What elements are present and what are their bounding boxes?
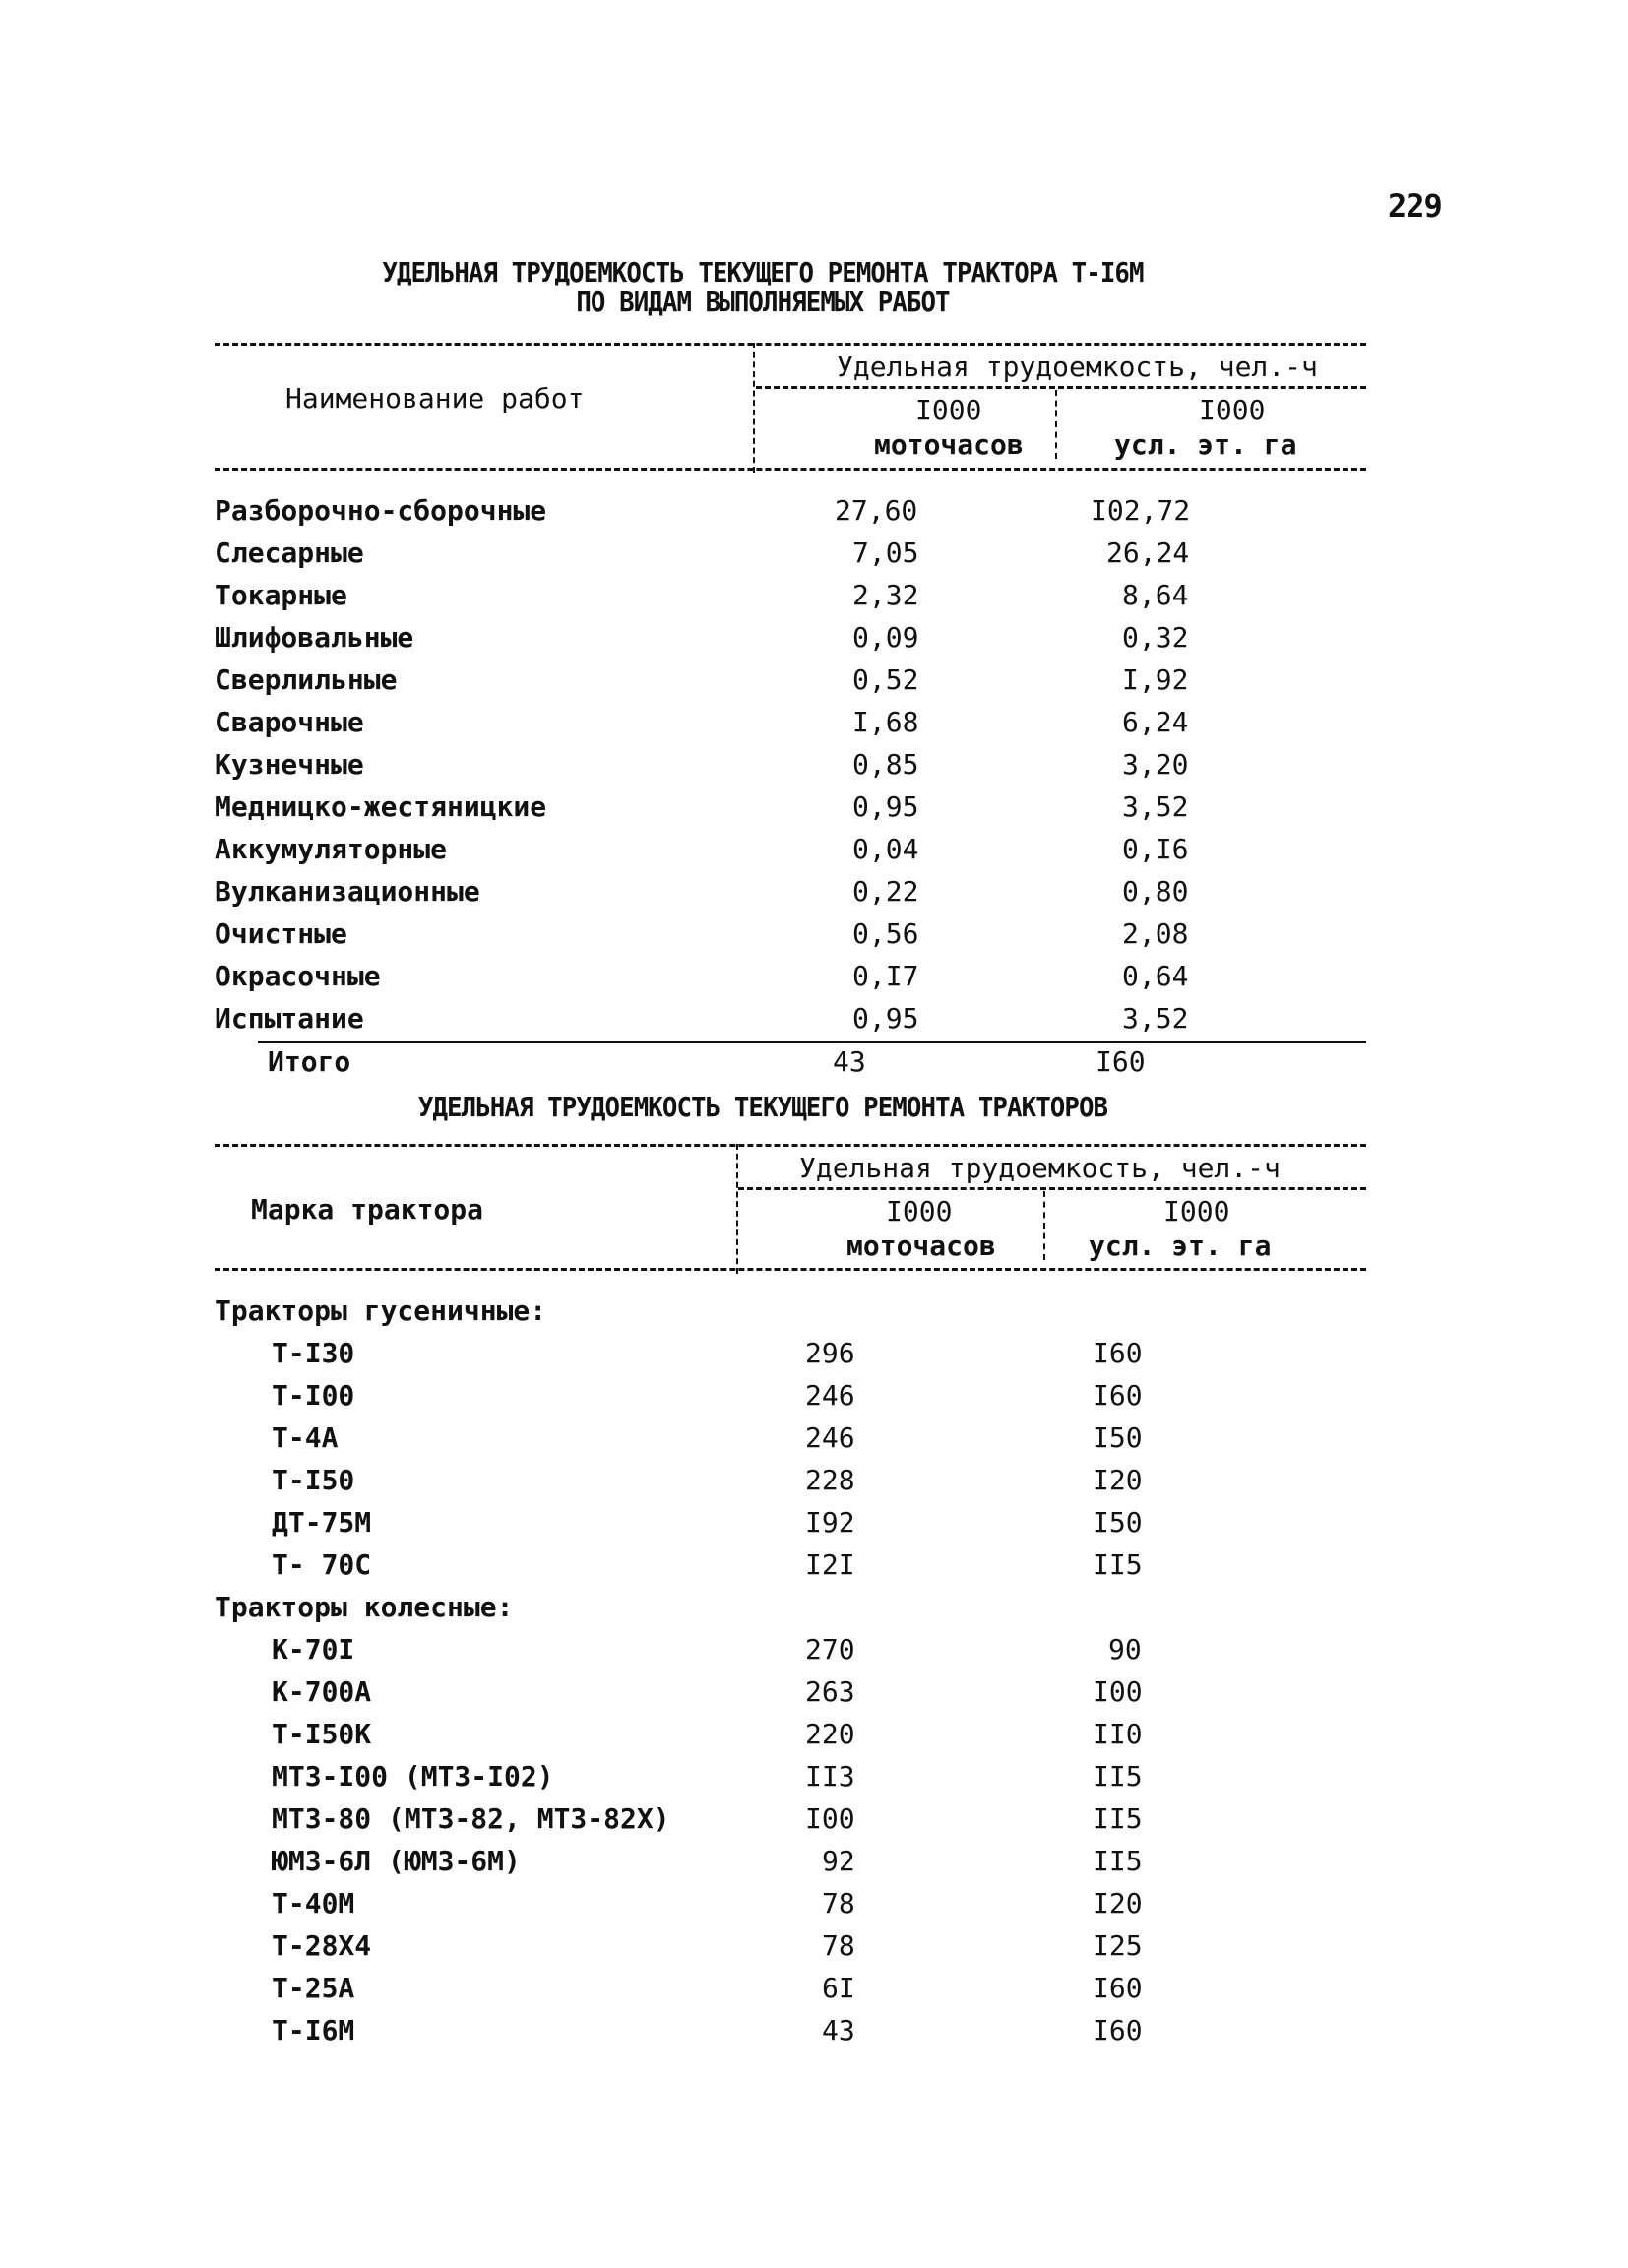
total-per-1000-ha: I60 bbox=[1096, 1045, 1146, 1078]
table-row bbox=[215, 1421, 1366, 1464]
value-per-1000-motor-hours: I2I bbox=[805, 1548, 855, 1581]
group-label-text: Тракторы колесные: bbox=[215, 1591, 514, 1623]
value-per-1000-ha: 2,08 bbox=[1122, 917, 1189, 950]
table1-title-line2: ПО ВИДАМ ВЫПОЛНЯЕМЫХ РАБОТ bbox=[576, 285, 950, 318]
table-row bbox=[215, 748, 1366, 790]
table1-title-line1: УДЕЛЬНАЯ ТРУДОЕМКОСТЬ ТЕКУЩЕГО РЕМОНТА ТРАКТОРА Т-I6М bbox=[382, 256, 1144, 288]
work-name: Аккумуляторные bbox=[215, 833, 448, 865]
tractor-model: Т-4А bbox=[272, 1421, 339, 1454]
table-row bbox=[215, 960, 1366, 1002]
table2-top-rule bbox=[215, 1144, 1366, 1147]
table-row bbox=[215, 1929, 1366, 1972]
value-per-1000-motor-hours: 0,04 bbox=[852, 833, 919, 865]
tractor-model: ДТ-75М bbox=[272, 1506, 372, 1539]
value-per-1000-motor-hours: 246 bbox=[805, 1421, 855, 1454]
group-label-text: Тракторы гусеничные: bbox=[215, 1294, 547, 1327]
table-row bbox=[215, 706, 1366, 748]
table2-col1-header-line1: I000 bbox=[886, 1195, 953, 1228]
value-per-1000-motor-hours: I92 bbox=[805, 1506, 855, 1539]
value-per-1000-motor-hours: 0,56 bbox=[852, 917, 919, 950]
value-per-1000-ha: 6,24 bbox=[1122, 706, 1189, 738]
value-per-1000-ha: 3,20 bbox=[1122, 748, 1189, 781]
value-per-1000-ha: 0,32 bbox=[1122, 621, 1189, 654]
tractor-model: Т-40М bbox=[272, 1887, 355, 1920]
value-per-1000-ha: I60 bbox=[1093, 2014, 1143, 2047]
page-number: 229 bbox=[1388, 187, 1442, 224]
value-per-1000-ha: 26,24 bbox=[1106, 536, 1190, 569]
work-name: Разборочно-сборочные bbox=[215, 494, 547, 527]
value-per-1000-ha: I20 bbox=[1093, 1464, 1143, 1496]
tractor-model: Т-28Х4 bbox=[272, 1929, 372, 1962]
tractor-model: Т-I50К bbox=[272, 1718, 372, 1750]
value-per-1000-ha: II5 bbox=[1093, 1845, 1143, 1877]
value-per-1000-ha: 3,52 bbox=[1122, 1002, 1189, 1035]
value-per-1000-ha: I60 bbox=[1093, 1337, 1143, 1369]
work-name: Сверлильные bbox=[215, 663, 398, 696]
table-row bbox=[215, 833, 1366, 875]
value-per-1000-motor-hours: 92 bbox=[822, 1845, 855, 1877]
table-row bbox=[215, 1633, 1366, 1675]
value-per-1000-ha: I50 bbox=[1093, 1421, 1143, 1454]
tractor-model: Т- 70С bbox=[272, 1548, 372, 1581]
table-row bbox=[215, 579, 1366, 621]
table1-group-header: Удельная трудоемкость, чел.-ч bbox=[837, 350, 1318, 383]
table-row bbox=[215, 1802, 1366, 1845]
value-per-1000-motor-hours: 296 bbox=[805, 1337, 855, 1369]
table-row bbox=[215, 2014, 1366, 2056]
work-name: Очистные bbox=[215, 917, 347, 950]
value-per-1000-ha: I,92 bbox=[1122, 663, 1189, 696]
tractor-model: МТЗ-I00 (МТЗ-I02) bbox=[272, 1760, 554, 1793]
table-row bbox=[215, 536, 1366, 579]
table-row bbox=[215, 875, 1366, 917]
table1-header-bottom-rule bbox=[215, 468, 1366, 471]
table1-col1-header-line2: моточасов bbox=[874, 428, 1024, 461]
work-name: Кузнечные bbox=[215, 748, 364, 781]
work-name: Шлифовальные bbox=[215, 621, 414, 654]
value-per-1000-motor-hours: 220 bbox=[805, 1718, 855, 1750]
value-per-1000-motor-hours: 228 bbox=[805, 1464, 855, 1496]
table2-col-name-header: Марка трактора bbox=[251, 1193, 484, 1226]
table1-top-rule bbox=[215, 343, 1366, 346]
table1-total-row bbox=[215, 1045, 1366, 1088]
value-per-1000-motor-hours: 27,60 bbox=[835, 494, 918, 527]
tractor-model: Т-I50 bbox=[272, 1464, 355, 1496]
table2-title: УДЕЛЬНАЯ ТРУДОЕМКОСТЬ ТЕКУЩЕГО РЕМОНТА ТРАКТОРОВ bbox=[417, 1091, 1108, 1123]
value-per-1000-ha: 8,64 bbox=[1122, 579, 1189, 611]
value-per-1000-ha: 90 bbox=[1108, 1633, 1142, 1666]
table-row bbox=[215, 1675, 1366, 1718]
value-per-1000-ha: I60 bbox=[1093, 1972, 1143, 2004]
value-per-1000-motor-hours: 6I bbox=[822, 1972, 855, 2004]
table2-group-header: Удельная трудоемкость, чел.-ч bbox=[799, 1152, 1281, 1184]
tractor-model: К-70I bbox=[272, 1633, 355, 1666]
value-per-1000-ha: 0,80 bbox=[1122, 875, 1189, 908]
work-name: Токарные bbox=[215, 579, 347, 611]
value-per-1000-ha: II5 bbox=[1093, 1802, 1143, 1835]
value-per-1000-motor-hours: 246 bbox=[805, 1379, 855, 1412]
value-per-1000-ha: II5 bbox=[1093, 1760, 1143, 1793]
work-name: Медницко-жестяницкие bbox=[215, 790, 547, 823]
table2-col2-header-line1: I000 bbox=[1163, 1195, 1230, 1228]
value-per-1000-ha: 0,I6 bbox=[1122, 833, 1189, 865]
table-row bbox=[215, 1379, 1366, 1421]
table-row bbox=[215, 494, 1366, 536]
tractor-model: Т-I6М bbox=[272, 2014, 355, 2047]
table-row bbox=[215, 1002, 1366, 1044]
value-per-1000-ha: II0 bbox=[1093, 1718, 1143, 1750]
value-per-1000-ha: I60 bbox=[1093, 1379, 1143, 1412]
group-label bbox=[215, 1591, 1366, 1633]
value-per-1000-motor-hours: II3 bbox=[805, 1760, 855, 1793]
tractor-model: К-700А bbox=[272, 1675, 372, 1708]
value-per-1000-motor-hours: 2,32 bbox=[852, 579, 919, 611]
table-row bbox=[215, 1887, 1366, 1929]
table-row bbox=[215, 1337, 1366, 1379]
work-name: Слесарные bbox=[215, 536, 364, 569]
value-per-1000-motor-hours: 0,95 bbox=[852, 790, 919, 823]
value-per-1000-motor-hours: 0,09 bbox=[852, 621, 919, 654]
table-row bbox=[215, 1548, 1366, 1591]
table1-col2-header-line2: усл. эт. га bbox=[1114, 428, 1297, 461]
value-per-1000-motor-hours: 0,22 bbox=[852, 875, 919, 908]
value-per-1000-motor-hours: 263 bbox=[805, 1675, 855, 1708]
value-per-1000-motor-hours: 0,I7 bbox=[852, 960, 919, 992]
value-per-1000-ha: I20 bbox=[1093, 1887, 1143, 1920]
group-label bbox=[215, 1294, 1366, 1337]
value-per-1000-ha: I00 bbox=[1093, 1675, 1143, 1708]
table1-title bbox=[197, 258, 1329, 317]
tractor-model: Т-I00 bbox=[272, 1379, 355, 1412]
value-per-1000-motor-hours: 43 bbox=[822, 2014, 855, 2047]
table1-col1-header-line1: I000 bbox=[915, 394, 982, 426]
value-per-1000-motor-hours: 78 bbox=[822, 1929, 855, 1962]
table-row bbox=[215, 1506, 1366, 1548]
value-per-1000-motor-hours: 78 bbox=[822, 1887, 855, 1920]
table-row bbox=[215, 1845, 1366, 1887]
table2-group-underline bbox=[738, 1187, 1366, 1190]
table2-col2-header-line2: усл. эт. га bbox=[1089, 1229, 1272, 1262]
tractor-model: МТЗ-80 (МТЗ-82, МТЗ-82Х) bbox=[272, 1802, 670, 1835]
table1-total-rule bbox=[258, 1041, 1366, 1043]
value-per-1000-ha: I25 bbox=[1093, 1929, 1143, 1962]
table-row bbox=[215, 1972, 1366, 2014]
value-per-1000-motor-hours: 270 bbox=[805, 1633, 855, 1666]
total-per-1000-motor-hours: 43 bbox=[833, 1045, 866, 1078]
total-label: Итого bbox=[268, 1045, 351, 1078]
value-per-1000-ha: I02,72 bbox=[1091, 494, 1191, 527]
work-name: Вулканизационные bbox=[215, 875, 480, 908]
table-row bbox=[215, 621, 1366, 663]
value-per-1000-ha: I50 bbox=[1093, 1506, 1143, 1539]
table-row bbox=[215, 1464, 1366, 1506]
tractor-model: Т-25А bbox=[272, 1972, 355, 2004]
value-per-1000-motor-hours: 0,85 bbox=[852, 748, 919, 781]
work-name: Сварочные bbox=[215, 706, 364, 738]
table1-group-underline bbox=[756, 386, 1366, 389]
table1-col-name-header: Наименование работ bbox=[285, 382, 585, 414]
table-row bbox=[215, 1718, 1366, 1760]
value-per-1000-motor-hours: 7,05 bbox=[852, 536, 919, 569]
table-row bbox=[215, 790, 1366, 833]
table-row bbox=[215, 1760, 1366, 1802]
table2-header-bottom-rule bbox=[215, 1268, 1366, 1271]
work-name: Испытание bbox=[215, 1002, 364, 1035]
table-row bbox=[215, 663, 1366, 706]
value-per-1000-motor-hours: I,68 bbox=[852, 706, 919, 738]
table1-col2-header-line1: I000 bbox=[1199, 394, 1266, 426]
value-per-1000-motor-hours: I00 bbox=[805, 1802, 855, 1835]
table1-header-divider bbox=[753, 343, 755, 472]
table2-subcol-divider bbox=[1043, 1191, 1045, 1260]
table1-subcol-divider bbox=[1055, 390, 1057, 459]
work-name: Окрасочные bbox=[215, 960, 381, 992]
value-per-1000-ha: 3,52 bbox=[1122, 790, 1189, 823]
value-per-1000-motor-hours: 0,52 bbox=[852, 663, 919, 696]
value-per-1000-motor-hours: 0,95 bbox=[852, 1002, 919, 1035]
table2-col1-header-line2: моточасов bbox=[846, 1229, 996, 1262]
tractor-model: Т-I30 bbox=[272, 1337, 355, 1369]
table2-header-divider bbox=[736, 1144, 738, 1274]
table-row bbox=[215, 917, 1366, 960]
value-per-1000-ha: 0,64 bbox=[1122, 960, 1189, 992]
tractor-model: ЮМЗ-6Л (ЮМЗ-6М) bbox=[272, 1845, 521, 1877]
value-per-1000-ha: II5 bbox=[1093, 1548, 1143, 1581]
